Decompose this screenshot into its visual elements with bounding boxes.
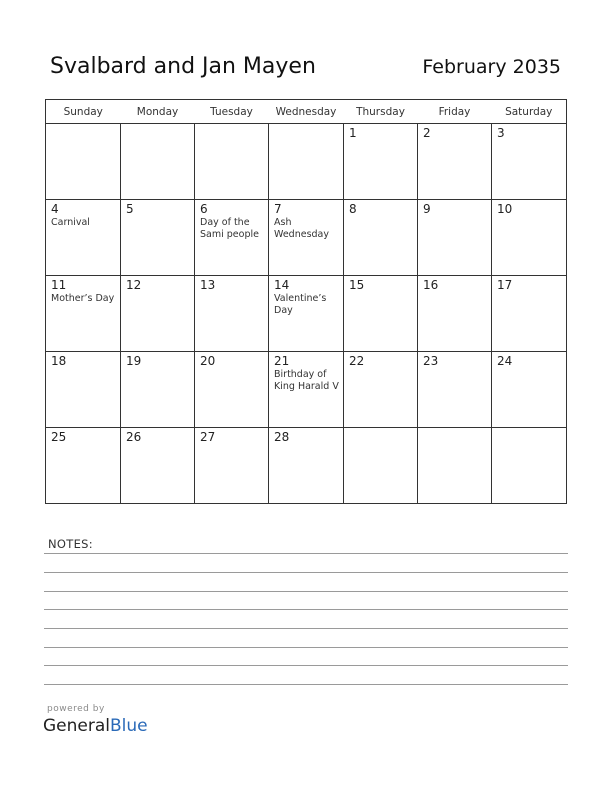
- holiday-label: Carnival: [51, 217, 90, 228]
- note-line: [44, 572, 568, 573]
- note-line: [44, 591, 568, 592]
- holiday-label: Mother’s Day: [51, 293, 115, 304]
- day-number: 16: [423, 278, 439, 292]
- day-number: 10: [497, 202, 513, 216]
- calendar-day-cell: [195, 428, 269, 504]
- holiday-label: Ash Wednesday: [274, 217, 330, 240]
- brand-blue: Blue: [110, 716, 148, 736]
- day-number: 5: [126, 202, 134, 216]
- day-number: 3: [497, 126, 505, 140]
- calendar-day-cell: [492, 200, 567, 276]
- calendar-week-row: [46, 352, 567, 428]
- holiday-label: Day of the Sami people: [200, 217, 259, 240]
- holiday-label: Valentine’s Day: [274, 293, 327, 316]
- day-number: 21: [274, 354, 290, 368]
- note-line: [44, 553, 568, 554]
- calendar-day-cell: [418, 124, 492, 200]
- note-line: [44, 647, 568, 648]
- weekday-header-row: [46, 100, 567, 124]
- calendar-day-cell: [344, 352, 418, 428]
- day-number: 27: [200, 430, 216, 444]
- day-number: 28: [274, 430, 290, 444]
- calendar-day-cell: [121, 276, 195, 352]
- calendar-day-cell: [121, 124, 195, 200]
- note-line: [44, 684, 568, 685]
- calendar-month-title: February 2035: [422, 56, 561, 78]
- day-number: 14: [274, 278, 290, 292]
- calendar-day-cell: [344, 200, 418, 276]
- day-number: 8: [349, 202, 357, 216]
- calendar-day-cell: [46, 200, 121, 276]
- calendar-day-cell: [46, 352, 121, 428]
- day-number: 12: [126, 278, 142, 292]
- calendar-day-cell: [269, 200, 344, 276]
- weekday-header: Tuesday: [195, 100, 269, 124]
- weekday-header: Wednesday: [269, 100, 344, 124]
- calendar-day-cell: [269, 276, 344, 352]
- calendar-day-cell: [344, 276, 418, 352]
- day-number: 18: [51, 354, 67, 368]
- calendar-day-cell: [492, 124, 567, 200]
- day-number: 22: [349, 354, 365, 368]
- weekday-header: Saturday: [492, 100, 567, 124]
- note-line: [44, 628, 568, 629]
- brand-general: General: [43, 716, 110, 736]
- calendar-day-cell: [418, 352, 492, 428]
- day-number: 23: [423, 354, 439, 368]
- day-number: 2: [423, 126, 431, 140]
- calendar-day-cell: [418, 276, 492, 352]
- weekday-header: Sunday: [46, 100, 121, 124]
- calendar-day-cell: [195, 124, 269, 200]
- day-number: 1: [349, 126, 357, 140]
- powered-by-text: powered by: [47, 704, 105, 714]
- day-number: 4: [51, 202, 59, 216]
- notes-label: NOTES:: [48, 537, 93, 551]
- note-line: [44, 665, 568, 666]
- day-number: 15: [349, 278, 365, 292]
- calendar-day-cell: [46, 276, 121, 352]
- calendar-day-cell: [492, 428, 567, 504]
- day-number: 20: [200, 354, 216, 368]
- day-number: 24: [497, 354, 513, 368]
- note-line: [44, 609, 568, 610]
- calendar-week-row: [46, 124, 567, 200]
- day-number: 11: [51, 278, 67, 292]
- weekday-header: Thursday: [344, 100, 418, 124]
- day-number: 25: [51, 430, 67, 444]
- day-number: 26: [126, 430, 142, 444]
- calendar-day-cell: [418, 200, 492, 276]
- calendar-day-cell: [195, 352, 269, 428]
- calendar-day-cell: [492, 276, 567, 352]
- weekday-header: Friday: [418, 100, 492, 124]
- calendar-region-title: Svalbard and Jan Mayen: [50, 54, 316, 79]
- calendar-week-row: [46, 200, 567, 276]
- day-number: 13: [200, 278, 216, 292]
- calendar-day-cell: [46, 428, 121, 504]
- day-number: 9: [423, 202, 431, 216]
- calendar-week-row: [46, 276, 567, 352]
- calendar-day-cell: [344, 428, 418, 504]
- calendar-day-cell: [492, 352, 567, 428]
- generalblue-logo[interactable]: [43, 716, 148, 736]
- calendar-day-cell: [269, 428, 344, 504]
- day-number: 7: [274, 202, 282, 216]
- calendar-day-cell: [344, 124, 418, 200]
- holiday-label: Birthday of King Harald V: [274, 369, 339, 392]
- weekday-header: Monday: [121, 100, 195, 124]
- calendar-day-cell: [121, 352, 195, 428]
- calendar-day-cell: [121, 200, 195, 276]
- calendar-grid: [45, 99, 567, 504]
- calendar-day-cell: [121, 428, 195, 504]
- calendar-day-cell: [195, 276, 269, 352]
- calendar-day-cell: [269, 352, 344, 428]
- day-number: 6: [200, 202, 208, 216]
- calendar-day-cell: [46, 124, 121, 200]
- calendar-day-cell: [269, 124, 344, 200]
- calendar-day-cell: [418, 428, 492, 504]
- day-number: 19: [126, 354, 142, 368]
- day-number: 17: [497, 278, 513, 292]
- calendar-week-row: [46, 428, 567, 504]
- calendar-day-cell: [195, 200, 269, 276]
